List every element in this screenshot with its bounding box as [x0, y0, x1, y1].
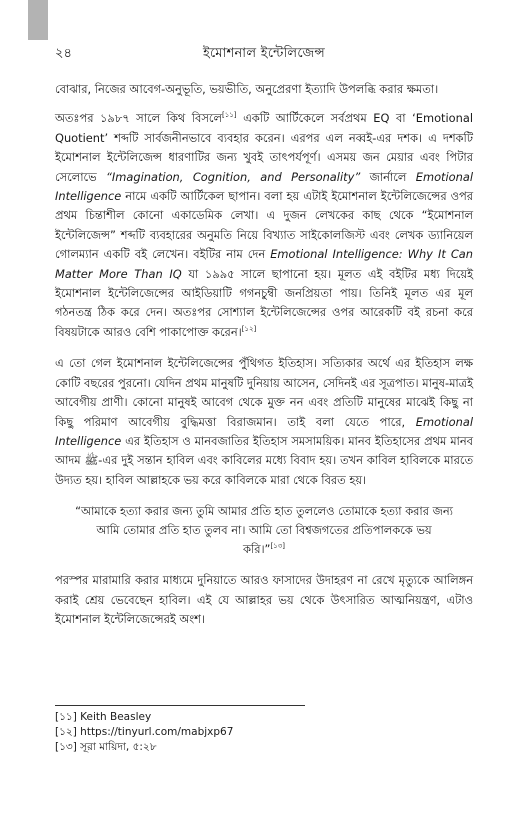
paragraph-1: বোঝার, নিজের আবেগ-অনুভূতি, ভয়ভীতি, অনুপ্রেরণা ইত্যাদি উপলব্ধি করার ক্ষমতা। — [55, 82, 439, 96]
book-title: Emotional Intelligence: Why It Can Matter More Than IQ — [55, 247, 473, 281]
emphasized-term: Emotional Intelligence — [55, 414, 473, 448]
article-title: Emotional Intelligence — [55, 169, 474, 204]
running-header: ইমোশনাল ইন্টেলিজেন্স — [202, 46, 325, 61]
footnote-ref-11[interactable]: [১১] — [221, 111, 237, 120]
journal-title: “Imagination, Cognition, and Personality” — [106, 169, 361, 184]
paragraph-2: অতঃপর ১৯৮৭ সালে কিথ বিসলে[১১] একটি আর্টিকেলে সর্বপ্রথম EQ বা ‘Emotional Quotient’ শব্দটি সার্বজনীনভাবে ব্যবহার করেন। এরপর এল নব্বই-এর দশক। এ দশকটি ইমোশনাল ইন্টেলিজেন্স ধারণাটির জন্য খুবই তাৎপর্যপূর্ণ। এসময় জন মেয়ার এবং পিটার সেলোভে “Imagination, Cognition, and Personality” জার্নালে Emotional Intelligence নামে একটি আর্টিকেল ছাপান। বলা হয় এটাই ইমোশনাল ইন্টেলিজেন্সের ওপর প্রথম চিন্তাশীল কোনো একাডেমিক লেখা। এ দুজন লেখকের কাছ থেকে “ইমোশনাল ইন্টেলিজেন্স” শব্দটি ব্যবহারের অনুমতি নিয়ে বিখ্যাত সাইকোলজিস্ট এবং লেখক ড্যানিয়েল গোলম্যান একটি বই লেখেন। বইটির নাম দেন Emotional Intelligence: Why It Can Matter More Than IQ যা ১৯৯৫ সালে ছাপানো হয়। মূলত এই বইটির মধ্য দিয়েই ইমোশনাল ইন্টেলিজেন্সের আইডিয়াটি গগনচুম্বী জনপ্রিয়তা পায়। তিনিই মূলত এর মূল গঠনতন্ত্র ঠিক করে দেন। অতঃপর সোশ্যাল ইন্টেলিজেন্সের ওপর আরেকটি বই রচনা করে বিষয়টাকে আরও বেশি পাকাপোক্ত করেন।[১২] — [55, 111, 474, 339]
paragraph-3: এ তো গেল ইমোশনাল ইন্টেলিজেন্সের পুঁথিগত ইতিহাস। সত্যিকার অর্থে এর ইতিহাস লক্ষ কোটি বছরের পুরনো। যেদিন প্রথম মানুষটি দুনিয়ায় আসেন, সেদিনই এর সূত্রপাত। মানুষ-মাত্রই আবেগীয় প্রাণী। কোনো মানুষই আবেগ থেকে মুক্ত নন এবং প্রতিটি মানুষের মাঝেই কিছু না কিছু পরিমাণ আবেগীয় বুদ্ধিমত্তা বিরাজমান। তাই বলা যেতে পারে, Emotional Intelligence এর ইতিহাস ও মানবজাতির ইতিহাস সমসাময়িক। মানব ইতিহাসের প্রথম মানব আদম ﷺ-এর দুই সন্তান হাবিল এবং কাবিলের মধ্যে বিবাদ হয়। তখন কাবিল হাবিলকে মারতে উদ্যত হয়। হাবিল আল্লাহকে ভয় করে কাবিলকে মারা থেকে বিরত হয়। — [55, 356, 474, 487]
footnote-ref-12[interactable]: [১২] — [241, 324, 257, 333]
footnotes — [55, 710, 473, 755]
page-number: ২৪ — [55, 46, 72, 61]
page-corner-tab — [28, 0, 48, 40]
footnote-13: [১৩] সূরা মায়িদা, ৫:২৮ — [55, 741, 157, 753]
page-body — [55, 80, 473, 641]
footnote-divider — [55, 705, 305, 706]
footnote-12[interactable]: [১২] https://tinyurl.com/mabjxp67 — [55, 726, 234, 738]
block-quote: “আমাকে হত্যা করার জন্য তুমি আমার প্রতি হাত তুললেও তোমাকে হত্যা করার জন্য আমি তোমার প্রতি হাত তুলব না। আমি তো বিশ্বজগতের প্রতিপালককে ভয় করি।”[১৩] — [75, 504, 453, 557]
footnote-ref-13[interactable]: [১৩] — [270, 542, 286, 551]
footnote-11: [১১] Keith Beasley — [55, 711, 152, 723]
paragraph-4: পরস্পর মারামারি করার মাধ্যমে দুনিয়াতে আরও ফাসাদের উদাহরণ না রেখে মৃত্যুকে আলিঙ্গন করাই শ্রেয় ভেবেছেন হাবিল। এই যে আল্লাহর ভয় থেকে উৎসারিত আত্মনিয়ন্ত্রণ, এটাও ইমোশনাল ইন্টেলিজেন্সেরই অংশ। — [55, 573, 473, 626]
